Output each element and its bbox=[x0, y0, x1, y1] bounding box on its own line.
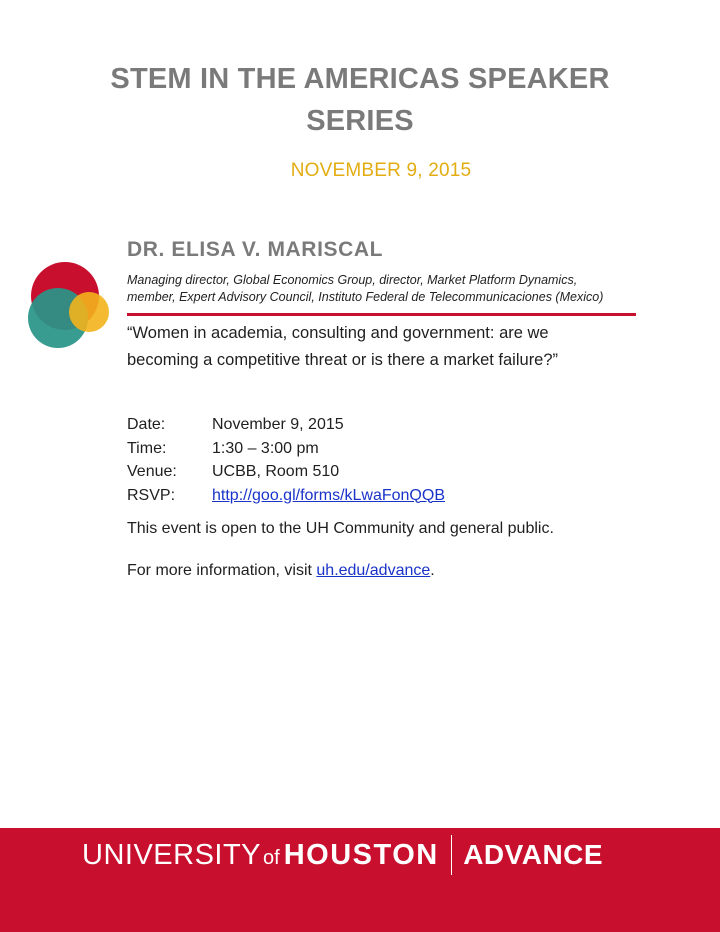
divider-rule bbox=[127, 313, 636, 316]
more-info-line bbox=[127, 562, 435, 580]
speaker-role-line2: member, Expert Advisory Council, Instituto Federal de Telecommunicaciones (Mexico) bbox=[127, 290, 604, 304]
speaker-name: DR. ELISA V. MARISCAL bbox=[127, 238, 384, 261]
overlapping-circles-logo-icon bbox=[28, 262, 112, 354]
talk-title-line1: “Women in academia, consulting and government: are we bbox=[127, 324, 549, 342]
rsvp-label: RSVP: bbox=[127, 486, 176, 504]
open-event-note: This event is open to the UH Community and general public. bbox=[127, 520, 554, 537]
brand-divider bbox=[451, 835, 453, 875]
venue-value: UCBB, Room 510 bbox=[212, 463, 340, 480]
more-info-suffix: . bbox=[430, 562, 435, 579]
date-label: Date: bbox=[127, 416, 166, 433]
brand-university: UNIVERSITY bbox=[82, 838, 262, 871]
talk-title-line2: becoming a competitive threat or is there a market failure?” bbox=[127, 351, 559, 369]
event-title-line2: SERIES bbox=[306, 105, 414, 137]
event-details bbox=[127, 413, 445, 507]
detail-row-venue bbox=[127, 460, 445, 484]
footer-logo bbox=[82, 834, 603, 876]
event-title bbox=[0, 58, 720, 142]
talk-title bbox=[127, 320, 627, 374]
time-label: Time: bbox=[127, 439, 167, 457]
event-date-heading: NOVEMBER 9, 2015 bbox=[290, 160, 472, 181]
rsvp-link[interactable]: http://goo.gl/forms/kLwaFonQQB bbox=[212, 486, 445, 504]
brand-of: of bbox=[263, 846, 280, 869]
detail-row-rsvp bbox=[127, 484, 445, 508]
detail-row-time bbox=[127, 437, 445, 461]
brand-advance: ADVANCE bbox=[463, 839, 604, 870]
brand-houston: HOUSTON bbox=[283, 838, 439, 871]
more-info-prefix: For more information, visit bbox=[127, 562, 317, 579]
date-value: November 9, 2015 bbox=[212, 416, 344, 433]
time-value: 1:30 – 3:00 pm bbox=[212, 439, 319, 457]
event-title-line1: STEM IN THE AMERICAS SPEAKER bbox=[110, 63, 610, 95]
speaker-role-line1: Managing director, Global Economics Group, director, Market Platform Dynamics, bbox=[127, 273, 578, 287]
advance-website-link[interactable]: uh.edu/advance bbox=[316, 562, 431, 579]
detail-row-date bbox=[127, 413, 445, 437]
speaker-role bbox=[127, 272, 627, 306]
venue-label: Venue: bbox=[127, 463, 177, 480]
